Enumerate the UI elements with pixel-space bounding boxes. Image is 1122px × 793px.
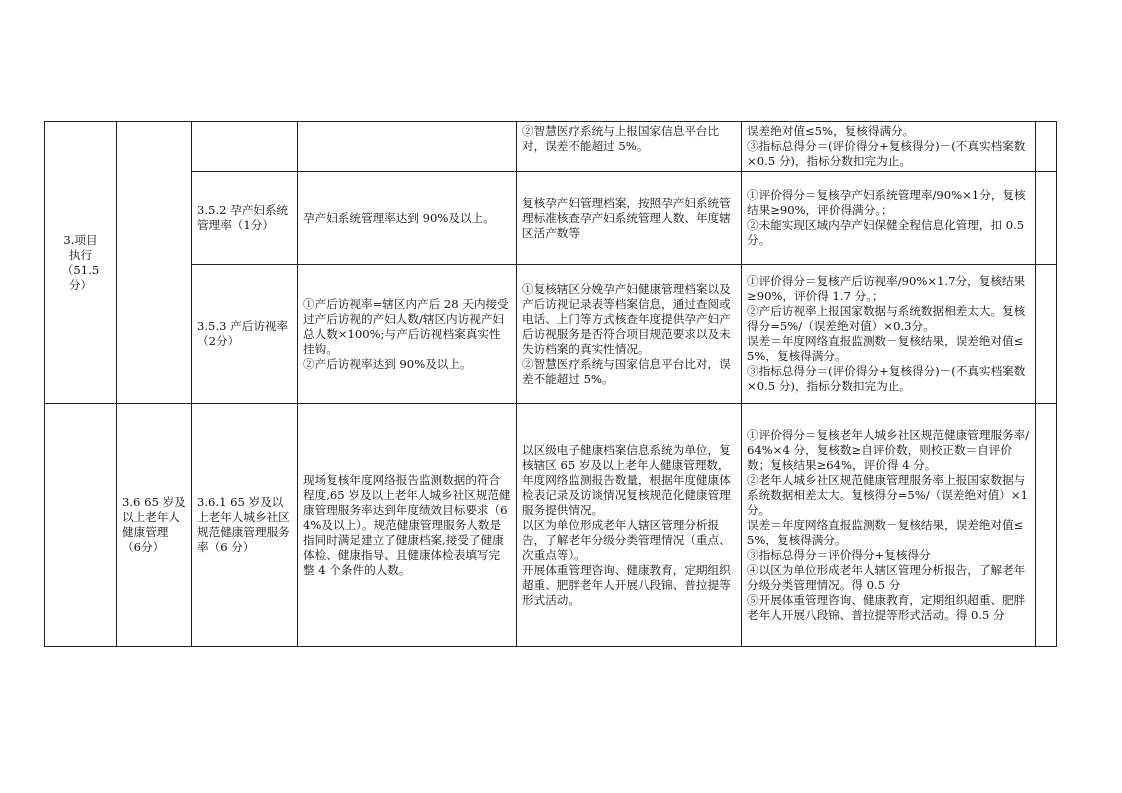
method-cell: [517, 172, 742, 265]
scoring-cell: [742, 404, 1036, 647]
indicator-cell: [192, 404, 298, 647]
method-cell: [517, 122, 742, 172]
scoring-text: ①评价得分＝复核老年人城乡社区规范健康管理服务率/64%×4 分，复核数≥自评价数，则校正数＝自评价数；复核结果≥64%，评价得 4 分。 ②老年人城乡社区规范健康管理服务率上报国家数据与系统数据相差太大。复核得分=5%/（误差绝对值）×1分。 误差＝年度网络直报监测数－复核结果，误差绝对值≤5%，复核得满分。 ③指标总得分＝评价得分+复核得分 ④以区为单位形成老年人辖区管理分析报告，了解老年分级分类管理情况。得 0.5 分 ⑤开展体重管理咨询、健康教育，定期组织超重、肥胖老年人开展八段锦、普拉提等形式活动。得 0.5 分: [747, 427, 1030, 622]
subcategory-text: 3.6 65 岁及以上老年人健康管理（6分）: [122, 495, 186, 554]
table-row: [45, 404, 1057, 647]
standard-text: ①产后访视率=辖区内产后 28 天内接受过产后访视的产妇人数/辖区内访视产妇总人数×100%;与产后访视档案真实性挂钩。 ②产后访视率达到 90%及以上。: [303, 296, 509, 371]
evaluation-table: [44, 121, 1057, 647]
indicator-text: 3.6.1 65 岁及以上老年人城乡社区规范健康管理服务率（6 分）: [197, 495, 290, 554]
indicator-cell: [192, 265, 298, 404]
table-row: [45, 122, 1057, 172]
method-text: 复核孕产妇管理档案，按照孕产妇系统管理标准核查孕产妇系统管理人数、年度辖区活产数等: [522, 195, 731, 240]
notes-cell: [1036, 172, 1057, 265]
scoring-text: ①评价得分＝复核产后访视率/90%×1.7分，复核结果≥90%，评价得 1.7 分。； ②产后访视率上报国家数据与系统数据相差太大。复核得分=5%/（误差绝对值）×0.3分。 误差＝年度网络直报监测数－复核结果，误差绝对值≤5%，复核得满分。 ③指标总得分＝(评价得分+复核得分)－(不真实档案数×0.5 分)，指标分数扣完为止。: [747, 274, 1026, 393]
scoring-text: ①评价得分＝复核孕产妇系统管理率/90%×1分，复核结果≥90%，评价得满分。； ②未能实现区域内孕产妇保健全程信息化管理，扣 0.5 分。: [747, 188, 1026, 247]
subcategory-cell: [117, 404, 192, 647]
standard-text: 孕产妇系统管理率达到 90%及以上。: [303, 210, 495, 225]
method-text: ①复核辖区分娩孕产妇健康管理档案以及产后访视记录表等档案信息，通过查阅或电话、上门等方式核查年度提供孕产妇产后访视服务是否符合项目规范要求以及未失访档案的真实性情况。 ②智慧医疗系统与国家信息平台比对，误差不能超过 5%。: [522, 281, 731, 386]
standard-cell: [298, 404, 517, 647]
method-cell: [517, 404, 742, 647]
notes-cell: [1036, 265, 1057, 404]
standard-cell-empty: [298, 122, 517, 172]
standard-cell: [298, 265, 517, 404]
scoring-cell: [742, 172, 1036, 265]
notes-cell: [1036, 404, 1057, 647]
scoring-cell: [742, 265, 1036, 404]
indicator-cell: [192, 172, 298, 265]
method-text: 以区级电子健康档案信息系统为单位，复核辖区 65 岁及以上老年人健康管理数，年度网络监测报告数量，根据年度健康体检表记录及访谈情况复核规范化健康管理服务提供情况。 以区为单位形成老年人辖区管理分析报告，了解老年分级分类管理情况（重点、次重点等）。 开展体重管理咨询、健康教育，定期组织超重、肥胖老年人开展八段锦、普拉提等形式活动。: [522, 442, 731, 607]
category-label: 3.项目 执行 （51.5 分）: [61, 232, 100, 292]
subcategory-cell-empty: [117, 122, 192, 404]
indicator-cell-empty: [192, 122, 298, 172]
indicator-text: 3.5.3 产后访视率（2分）: [197, 319, 289, 348]
scoring-text: 误差绝对值≤5%，复核得满分。 ③指标总得分＝(评价得分+复核得分)－(不真实档案数×0.5 分)，指标分数扣完为止。: [747, 124, 1026, 168]
category-cell-empty: [45, 404, 117, 647]
table-row: [45, 265, 1057, 404]
table-row: [45, 172, 1057, 265]
standard-text: 现场复核年度网络报告监测数据的符合程度,65 岁及以上老年人城乡社区规范健康管理服务率达到年度绩效目标要求（64%及以上）。规范健康管理服务人数是指同时满足建立了健康档案,接受了健康体检、健康指导、且健康体检表填写完整 4 个条件的人数。: [303, 472, 511, 577]
method-text: ②智慧医疗系统与上报国家信息平台比对，误差不能超过 5%。: [522, 124, 720, 153]
scoring-cell: [742, 122, 1036, 172]
category-cell: [45, 122, 117, 404]
method-cell: [517, 265, 742, 404]
notes-cell: [1036, 122, 1057, 172]
indicator-text: 3.5.2 孕产妇系统管理率（1分）: [197, 203, 289, 232]
standard-cell: [298, 172, 517, 265]
